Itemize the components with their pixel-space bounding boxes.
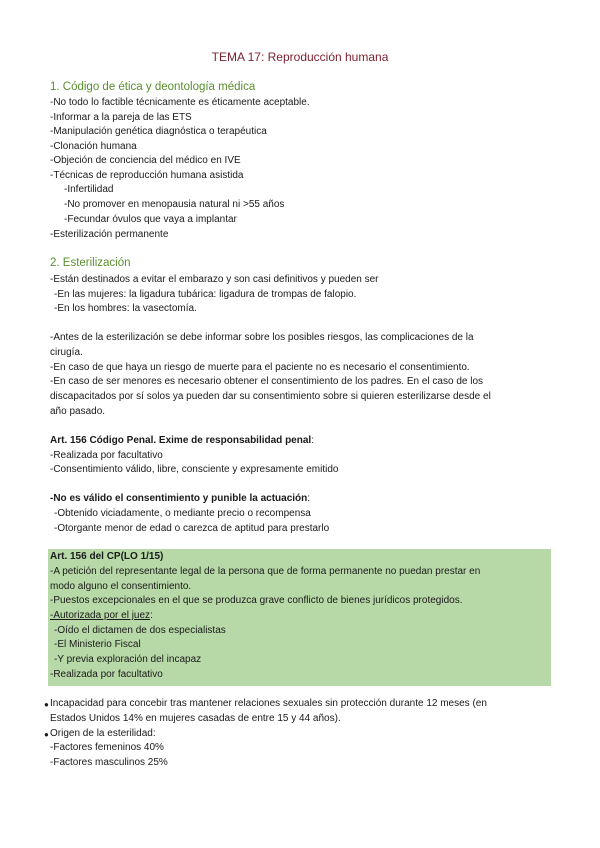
- art156-heading-text: Art. 156 Código Penal. Exime de responsabilidad penal: [50, 435, 312, 446]
- artcp-juez-text: -Autorizada por el juez: [50, 610, 151, 621]
- artcp-subline: -El Ministerio Fiscal: [54, 639, 141, 650]
- bullet-line: Incapacidad para concebir tras mantener relaciones sexuales sin protección durante 12 meses (en: [50, 698, 487, 709]
- page-title: TEMA 17: Reproducción humana: [211, 50, 389, 64]
- bullet-line: Origen de la esterilidad:: [50, 728, 156, 739]
- s1-line: -Informar a la pareja de las ETS: [50, 112, 192, 123]
- novalido-line: -Otorgante menor de edad o carezca de aptitud para prestarlo: [54, 523, 330, 534]
- art156-line: -Realizada por facultativo: [50, 450, 163, 461]
- artcp-subline: -Oído el dictamen de dos especialistas: [54, 625, 226, 636]
- s1-line: -Esterilización permanente: [50, 229, 169, 240]
- artcp-line: -Puestos excepcionales en el que se produzca grave conflicto de bienes jurídicos protegidos.: [50, 595, 463, 606]
- artcp-line: -Realizada por facultativo: [50, 669, 163, 680]
- novalido-heading-text: -No es válido el consentimiento y punible la actuación: [50, 493, 308, 504]
- artcp-juez-line: [50, 609, 153, 623]
- artcp-line: modo alguno el consentimiento.: [50, 581, 192, 592]
- s1-subline: -Infertilidad: [64, 184, 114, 195]
- origin-line: -Factores femeninos 40%: [50, 742, 164, 753]
- bullet-icon: ●: [44, 730, 49, 739]
- artcp-heading: Art. 156 del CP(LO 1/15): [50, 551, 164, 562]
- artcp-subline: -Y previa exploración del incapaz: [54, 654, 202, 665]
- s1-line: -Técnicas de reproducción humana asistida: [50, 170, 244, 181]
- s1-line: -No todo lo factible técnicamente es éticamente aceptable.: [50, 97, 310, 108]
- s2-line: año pasado.: [50, 406, 106, 417]
- section-1-heading: 1. Código de ética y deontología médica: [50, 81, 256, 93]
- art156-heading: [50, 434, 314, 448]
- novalido-heading: [50, 492, 310, 506]
- s2-line: -Están destinados a evitar el embarazo y son casi definitivos y pueden ser: [50, 274, 379, 285]
- s1-subline: -No promover en menopausia natural ni >55 años: [64, 199, 285, 210]
- s1-line: -Objeción de conciencia del médico en IVE: [50, 155, 241, 166]
- s2-line: discapacitados por sí solos ya pueden dar su consentimiento sobre si quieren esterilizarse desde el: [50, 391, 491, 402]
- s2-line: -Antes de la esterilización se debe informar sobre los posibles riesgos, las complicaciones de la: [50, 332, 474, 343]
- s2-line: -En caso de que haya un riesgo de muerte para el paciente no es necesario el consentimiento.: [50, 362, 470, 373]
- s2-line: cirugía.: [50, 347, 83, 358]
- novalido-line: -Obtenido viciadamente, o mediante precio o recompensa: [54, 508, 311, 519]
- novalido-colon: :: [307, 493, 311, 504]
- section-2-heading: 2. Esterilización: [50, 257, 131, 269]
- s1-subline: -Fecundar óvulos que vaya a implantar: [64, 214, 237, 225]
- art156-line: -Consentimiento válido, libre, consciente y expresamente emitido: [50, 464, 339, 475]
- s1-line: -Manipulación genética diagnóstica o terapéutica: [50, 126, 267, 137]
- s2-subline: -En los hombres: la vasectomía.: [54, 303, 197, 314]
- s1-line: -Clonación humana: [50, 141, 137, 152]
- origin-line: -Factores masculinos 25%: [50, 757, 168, 768]
- artcp-juez-colon: :: [150, 610, 153, 621]
- bullet-line: Estados Unidos 14% en mujeres casadas de entre 15 y 44 años).: [50, 713, 341, 724]
- artcp-line: -A petición del representante legal de la persona que de forma permanente no puedan prestar en: [50, 566, 481, 577]
- art156-colon: :: [311, 435, 314, 446]
- bullet-icon: ●: [44, 700, 49, 709]
- s2-line: -En caso de ser menores es necesario obtener el consentimiento de los padres. En el caso de los: [50, 376, 484, 387]
- s2-subline: -En las mujeres: la ligadura tubárica: ligadura de trompas de falopio.: [54, 289, 357, 300]
